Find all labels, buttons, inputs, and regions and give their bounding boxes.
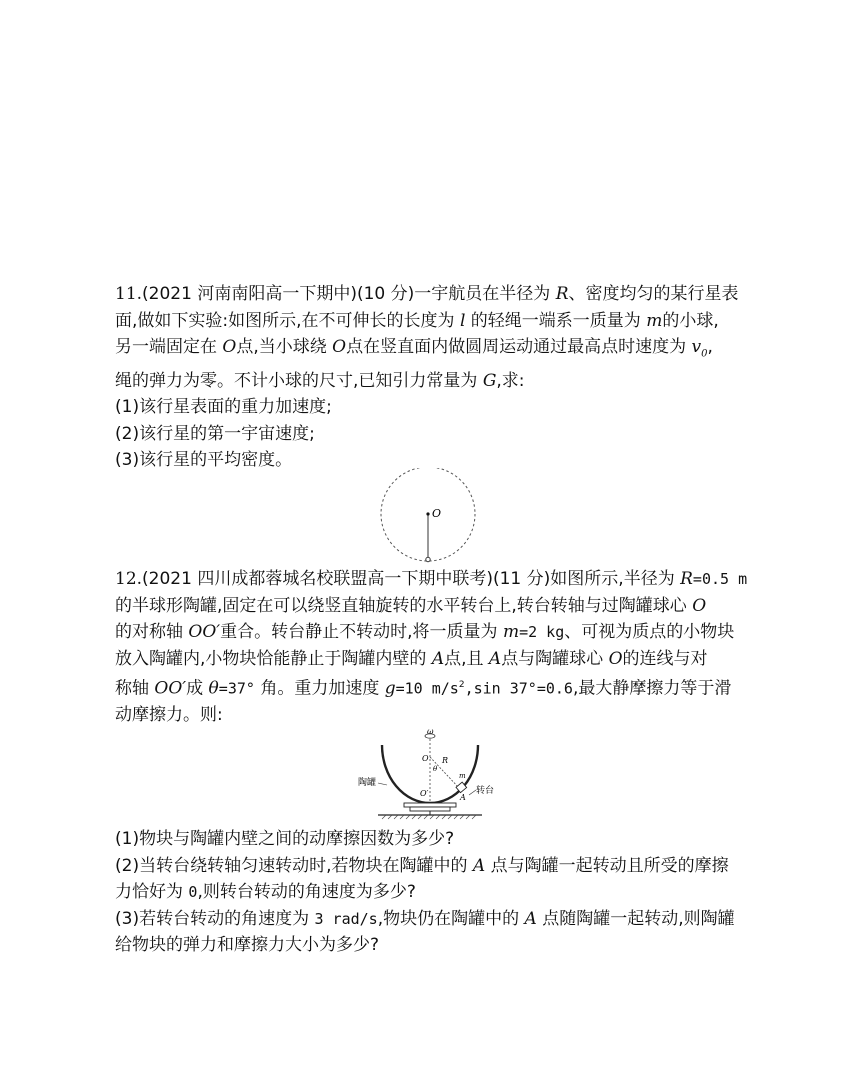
var-OO: OO′ [188, 622, 221, 642]
var-O: O [608, 648, 623, 669]
text: ,物块仍在陶罐中的 [377, 908, 520, 929]
q11-line-3 [115, 334, 755, 368]
q12-line-6: 动摩擦力。则: [115, 705, 223, 726]
var-R: R [555, 284, 569, 304]
text: , [707, 337, 713, 357]
var-l: l [459, 310, 466, 331]
question-score: (11 分) [492, 569, 551, 589]
text: 点与陶罐一起转动且所受的摩擦 [490, 855, 729, 876]
label-A: A [460, 793, 466, 802]
pot-leader-line [378, 783, 387, 785]
ball [426, 557, 430, 561]
value-m: =2 kg [519, 623, 565, 641]
q11-sub-2: (2)该行星的第一宇宙速度; [115, 423, 315, 444]
text: ,求: [496, 370, 525, 391]
var-A: A [524, 908, 537, 929]
text: 点,当小球绕 [236, 337, 327, 357]
q11-sub-1: (1)该行星表面的重力加速度; [115, 397, 332, 418]
text: 另一端固定在 [115, 337, 217, 357]
text: 角。重力加速度 [260, 678, 380, 699]
var-A: A [472, 855, 486, 876]
text: ,最大静摩擦力等于滑 [572, 678, 732, 699]
subscript-0: 0 [701, 348, 708, 360]
turntable-top [404, 803, 456, 807]
label-table: 转台 [476, 786, 495, 796]
var-O: O [692, 595, 707, 616]
text: 的小球, [662, 310, 719, 331]
var-A: A [488, 648, 502, 669]
question-number: 11. [115, 284, 143, 304]
var-OO: OO′ [154, 678, 187, 699]
text: 、密度均匀的某行星表 [568, 284, 739, 304]
q11-line-2 [115, 308, 755, 335]
question-12 [115, 566, 755, 729]
text: 成 [186, 678, 204, 699]
q12-line-5 [115, 672, 755, 702]
q12-sub-1: (1)物块与陶罐内壁之间的动摩擦因数为多少? [115, 829, 455, 849]
text: 的轻绳一端系一质量为 [470, 310, 641, 331]
value-omega: 3 rad/s [314, 909, 378, 928]
label-m: m [459, 772, 466, 780]
var-v: v [691, 337, 702, 357]
value-R: =0.5 m [692, 570, 748, 588]
text: 一宇航员在半径为 [414, 284, 551, 304]
var-A: A [431, 648, 445, 669]
label-O: O [432, 507, 442, 520]
circle-diagram [378, 468, 482, 564]
var-theta: θ [208, 678, 219, 699]
text: 重合。转台静止不转动时,将一质量为 [220, 622, 498, 642]
text: (2)当转台绕转轴匀速转动时,若物块在陶罐中的 [115, 855, 468, 876]
text: (3)若转台转动的角速度为 [115, 908, 310, 929]
text: 的对称轴 [115, 622, 183, 642]
var-m: m [502, 622, 520, 642]
text: 点随陶罐一起转动,则陶罐 [542, 908, 735, 929]
text: 称轴 [115, 678, 149, 699]
var-m: m [646, 310, 663, 331]
question-source: (2021 河南南阳高一下期中) [142, 284, 357, 304]
q11-figure [378, 468, 482, 564]
var-O: O [332, 337, 347, 357]
text: 面,做如下实验:如图所示,在不可伸长的长度为 [115, 310, 455, 331]
var-R: R [680, 569, 693, 589]
q12-sub-3-cont: 给物块的弹力和摩擦力大小为多少? [115, 935, 380, 955]
text: 点,且 [444, 648, 484, 669]
q12-sub-2-cont [115, 879, 755, 906]
q11-line-1 [115, 281, 755, 308]
superscript-2: 2 [458, 680, 465, 690]
pivot-point [426, 512, 429, 515]
text: 、可视为质点的小物块 [564, 622, 735, 642]
q12-line-3 [115, 619, 755, 646]
table-leader-line [469, 790, 476, 795]
question-number: 12. [115, 569, 143, 589]
label-O: O [422, 754, 429, 763]
text: 绳的弹力为零。不计小球的尺寸,已知引力常量为 [115, 370, 478, 391]
q12-line-2 [115, 593, 755, 620]
value-sin: ,sin 37°=0.6 [464, 679, 573, 698]
question-12-subquestions [115, 826, 755, 959]
var-G: G [482, 370, 497, 391]
q11-sub-3: (3)该行星的平均密度。 [115, 450, 293, 471]
question-11 [115, 281, 755, 474]
var-O: O [222, 337, 237, 357]
var-v0 [691, 337, 708, 360]
q12-sub-2 [115, 853, 755, 880]
value-theta: =37° [218, 679, 255, 698]
bowl-diagram [356, 727, 504, 823]
label-omega: ω [427, 727, 434, 736]
question-source: (2021 四川成都蓉城名校联盟高一下期中联考) [142, 569, 493, 589]
label-theta: θ [433, 765, 438, 773]
value-g: =10 m/s [395, 679, 459, 698]
q12-figure [356, 727, 504, 823]
text: 的连线与对 [622, 648, 708, 669]
text: 如图所示,半径为 [550, 569, 675, 589]
text: 点与陶罐球心 [501, 648, 604, 669]
text: ,则转台转动的角速度为多少? [197, 882, 416, 902]
q12-sub-3 [115, 906, 755, 933]
text: 的半球形陶罐,固定在可以绕竖直轴旋转的水平转台上,转台转轴与过陶罐球心 [115, 595, 687, 616]
q12-line-1 [115, 566, 755, 593]
q11-line-4 [115, 368, 755, 395]
q12-line-4 [115, 646, 755, 673]
label-O-prime: O′ [420, 789, 429, 798]
text: 力恰好为 [115, 882, 183, 902]
question-score: (10 分) [356, 284, 415, 304]
var-g: g [384, 678, 396, 699]
turntable-body [410, 807, 450, 811]
label-R: R [442, 756, 449, 765]
label-pot: 陶罐 [358, 778, 377, 788]
value-zero: 0 [188, 883, 198, 901]
text: 放入陶罐内,小物块恰能静止于陶罐内壁的 [115, 648, 427, 669]
text: 点在竖直面内做圆周运动通过最高点时速度为 [346, 337, 687, 357]
